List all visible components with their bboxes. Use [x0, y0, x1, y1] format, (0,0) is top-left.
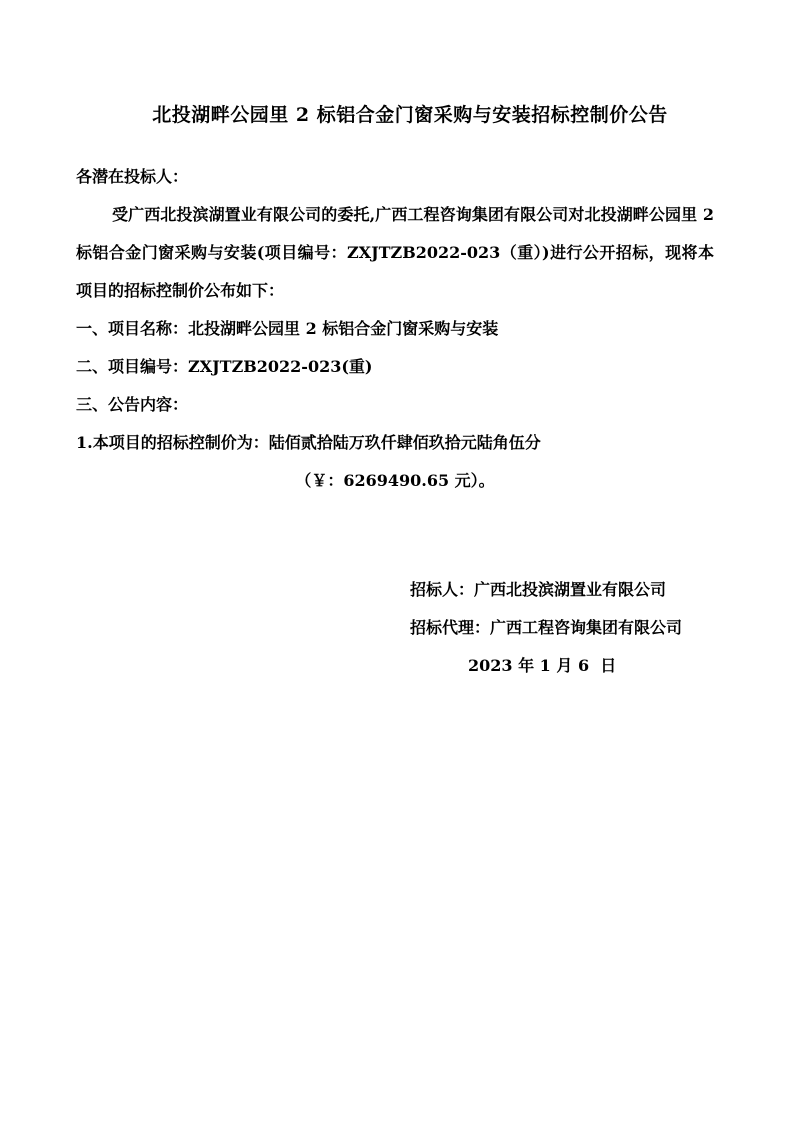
salutation-line: 各潜在投标人：: [76, 167, 189, 186]
tenderer-line: 招标人：广西北投滨湖置业有限公司: [410, 580, 667, 599]
item-project-name: 一、项目名称：北投湖畔公园里 2 标铝合金门窗采购与安装: [76, 319, 499, 338]
document-body: [76, 158, 714, 685]
control-price-numeric: （￥：6269490.65 元）。: [295, 471, 495, 490]
date-line: 2023 年 1 月 6 日: [468, 656, 617, 675]
item-project-number: 二、项目编号：ZXJTZB2022-023(重): [76, 357, 373, 376]
agent-line: 招标代理：广西工程咨询集团有限公司: [410, 618, 683, 637]
control-price-words: 1.本项目的招标控制价为：陆佰贰拾陆万玖仟肆佰玖拾元陆角伍分: [76, 433, 541, 452]
item-notice-content: 三、公告内容：: [76, 395, 189, 414]
signature-block: [76, 571, 714, 685]
intro-paragraph: 受广西北投滨湖置业有限公司的委托,广西工程咨询集团有限公司对北投湖畔公园里 2 标铝合金门窗采购与安装(项目编号：ZXJTZB2022-023（重）)进行公开招标，现将本项目的招标控制价公布如下：: [76, 205, 714, 300]
document-title: 北投湖畔公园里 2 标铝合金门窗采购与安装招标控制价公告: [152, 104, 668, 126]
